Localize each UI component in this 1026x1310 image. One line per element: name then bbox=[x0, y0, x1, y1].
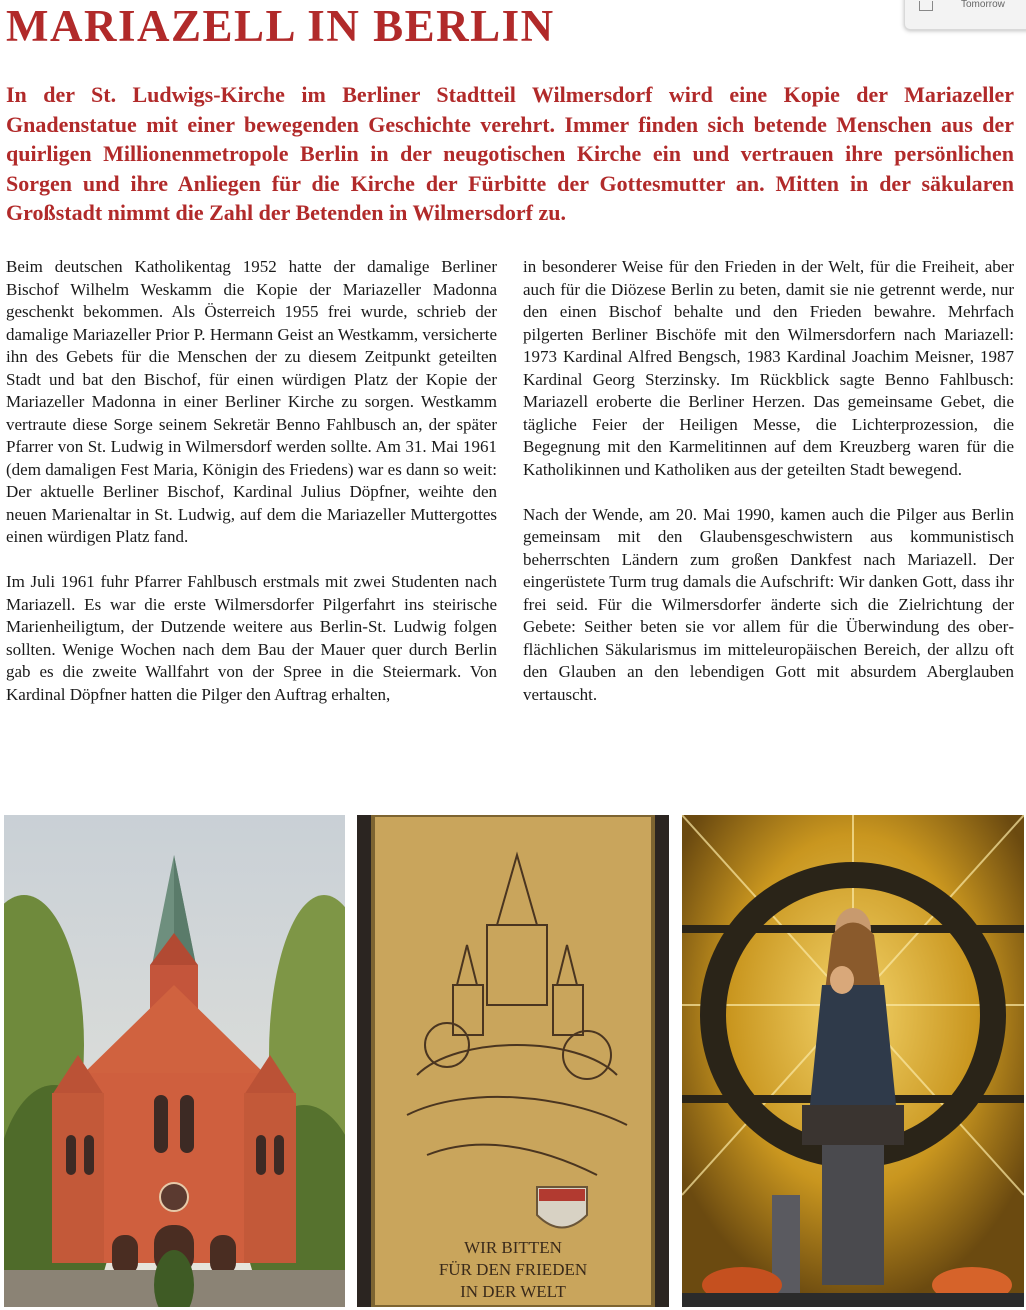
text-column-left bbox=[6, 256, 497, 729]
body-paragraph: Nach der Wende, am 20. Mai 1990, kamen auch die Pilger aus Berlin gemeinsam mit den Glaubensgeschwistern aus kommunistisch beherrschten Ländern zum großen Dankfest nach Mariazell. Der eingerüstete Turm trug damals die Aufschrift: Wir danken Gott, dass ihr frei seid. Für die Wilmersdorfer änderte sich die Zielrichtung der Gebete: Seither beten sie vor allem für die Überwindung des oberflächlichen Säkularismus im mitteleuropäischen Bereich, der allzu oft den Glauben an den lebendigen Gott mit absurdem Aberglauben vertauscht. bbox=[523, 504, 1014, 704]
calendar-icon bbox=[919, 1, 933, 11]
tomorrow-label: Tomorrow bbox=[961, 0, 1005, 10]
relief-inscription-line-1: WIR BITTEN bbox=[464, 1238, 562, 1257]
madonna-photo bbox=[682, 815, 1024, 1307]
tomorrow-notification[interactable] bbox=[904, 0, 1026, 30]
body-paragraph: in besonderer Weise für den Frieden in der Welt, für die Freiheit, aber auch für die Diözese Berlin zu beten, damit sie nie getrennt werde, nur den einen Bischof behalte und den Frieden bewahre. Mehrfach pilgerten Berliner Bischöfe mit den Wilmersdorfern nach Mariazell: 1973 Kardinal Alfred Bengsch, 1983 Kardinal Joachim Meisner, 1987 Kardinal Georg Sterzinsky. Im Rückblick sagte Benno Fahlbusch: Mariazell eroberte die Berliner Herzen. Das gemeinsame Gebet, die tägliche Feier der Heiligen Messe, die Lichterprozession, die Begegnung mit den Karmelitinnen auf dem Kreuzberg waren für die Katholikinnen und Katholiken aus der geteilten Stadt bewegend. bbox=[523, 257, 1014, 479]
text-column-right bbox=[523, 256, 1014, 729]
body-paragraph: Im Juli 1961 fuhr Pfarrer Fahlbusch erstmals mit zwei Studenten nach Mariazell. Es war die erste Wilmersdorfer Pilgerfahrt ins steirische Marienheiligtum, der Dutzende weitere aus Berlin-St. Ludwig folgen sollten. Wenige Wochen nach dem Bau der Mauer quer durch Berlin gab es die zweite Wallfahrt von der Spree in die Steiermark. Von Kardinal Döpfner hatten die Pilger den Auftrag erhalten, bbox=[6, 572, 497, 704]
article-title: MARIAZELL IN BERLIN bbox=[6, 1, 555, 51]
relief-inscription-line-2: FÜR DEN FRIEDEN bbox=[438, 1260, 588, 1279]
church-photo bbox=[4, 815, 345, 1307]
relief-inscription-line-3: IN DER WELT bbox=[460, 1282, 566, 1301]
relief-photo bbox=[357, 815, 669, 1307]
article-lead: In der St. Ludwigs-Kirche im Berliner Stadtteil Wilmersdorf wird eine Kopie der Mariazeller Gnadenstatue mit einer bewegenden Geschichte verehrt. Immer finden sich betende Menschen aus der quirligen Millionenmetropole Berlin in der neugotischen Kirche ein und vertrauen ihre persönlichen Sorgen und ihre Anliegen für die Kirche der Fürbitte der Gottesmutter an. Mitten in der säkularen Großstadt nimmt die Zahl der Betenden in Wilmersdorf zu. bbox=[6, 82, 1014, 226]
body-paragraph: Beim deutschen Katholikentag 1952 hatte der damalige Berliner Bischof Wilhelm Weskamm die Kopie der Mariazeller Madonna geschenkt bekommen. Als Österreich 1955 frei wurde, schrieb der damalige Mariazeller Prior P. Hermann Geist an Westkamm, versicherte ihn des Gebets für die Menschen der zu diesem Zeitpunkt geteilten Stadt und bat den Bischof, für einen würdigen Platz der Kopie der Mariazeller Madonna in einer Berliner Kirche zu sorgen. Westkamm vertraute diese Sorge seinem Sekretär Benno Fahlbusch an, der später Pfarrer von St. Ludwig in Wilmersdorf werden sollte. Am 31. Mai 1961 (dem damaligen Fest Maria, Königin des Friedens) war es dann so weit: Der aktuelle Berliner Bischof, Kardinal Julius Döpfner, weihte den neuen Marienaltar in St. Ludwig, auf dem die Mariazeller Muttergottes einen würdigen Platz fand. bbox=[6, 257, 497, 546]
